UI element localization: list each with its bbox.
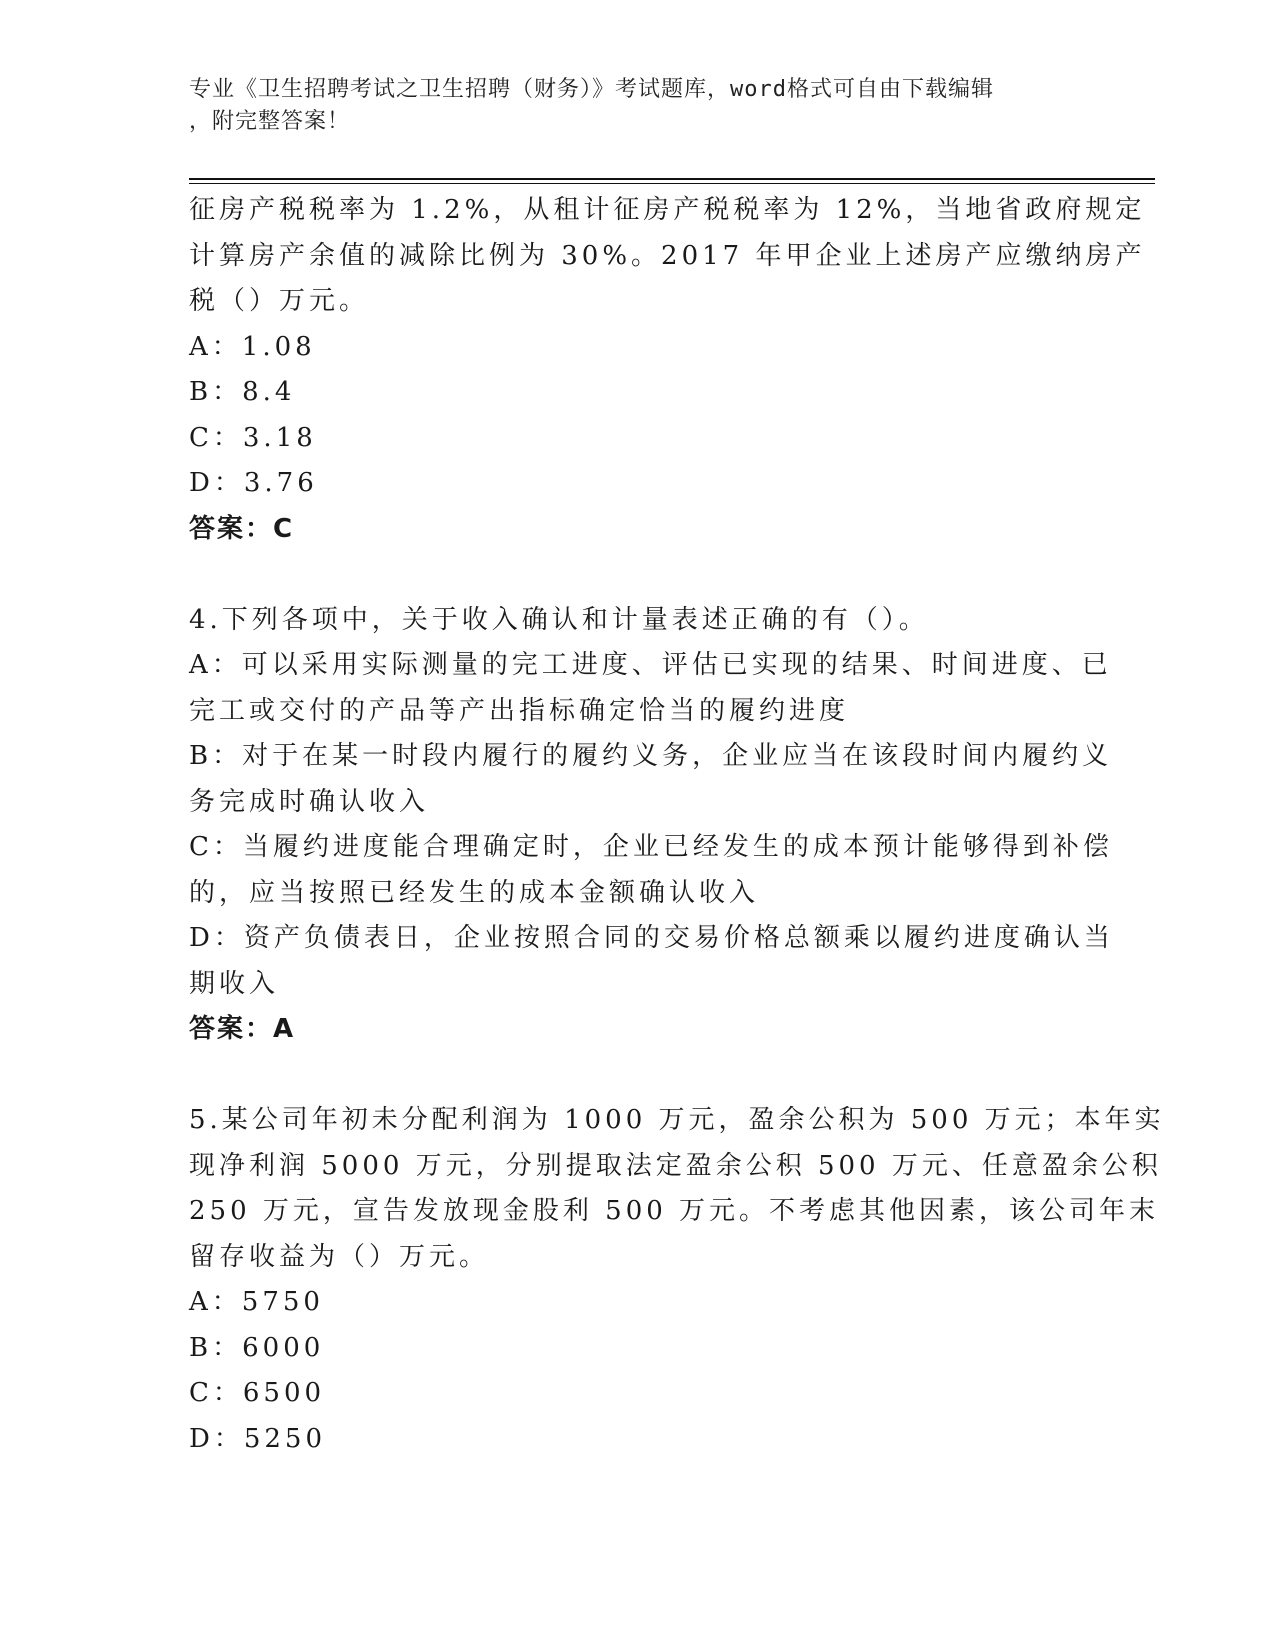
question-3 [189,188,1146,552]
question-4-answer: 答案：A [189,1014,296,1044]
question-3-option-d: D：3.76 [189,468,318,498]
question-5-stem-line-2: 现净利润 5000 万元，分别提取法定盈余公积 500 万元、任意盈余公积 [189,1150,1162,1181]
question-3-stem-line-2: 计算房产余值的减除比例为 30%。2017 年甲企业上述房产应缴纳房产 [189,240,1146,271]
question-4-option-b-line-2: 务完成时确认收入 [189,786,430,817]
question-5-option-c: C：6500 [189,1378,326,1408]
question-3-option-a: A：1.08 [189,331,316,362]
question-5-stem-line-4: 留存收益为（）万元。 [189,1241,490,1272]
header-divider-thick [189,178,1155,180]
question-4-option-d-line-2: 期收入 [189,968,280,999]
question-3-answer: 答案：C [189,513,295,544]
question-4-stem: 4.下列各项中，关于收入确认和计量表述正确的有（）。 [189,604,929,635]
header-title-line-2: ，附完整答案！ [189,109,351,134]
question-5-stem-line-1: 5.某公司年初未分配利润为 1000 万元，盈余公积为 500 万元；本年实 [189,1105,1165,1135]
question-3-option-c: C：3.18 [189,422,317,453]
spacer [189,552,1089,598]
question-5-stem-line-3: 250 万元，宣告发放现金股利 500 万元。不考虑其他因素，该公司年末 [189,1196,1160,1226]
question-4-option-b-line-1: B：对于在某一时段内履行的履约义务，企业应当在该段时间内履约义 [189,741,1113,771]
question-5-option-d: D：5250 [189,1423,327,1454]
question-4-option-c-line-2: 的，应当按照已经发生的成本金额确认收入 [189,877,760,908]
question-content [189,188,1165,1462]
question-3-stem-line-1: 征房产税税率为 1.2%，从租计征房产税税率为 12%，当地省政府规定 [189,195,1146,225]
question-5 [189,1098,1165,1462]
document-header [189,74,1069,138]
header-title-line-1: 专业《卫生招聘考试之卫生招聘（财务）》考试题库，word格式可自由下载编辑 [189,77,994,102]
spacer [189,1053,1089,1099]
question-5-option-a: A：5750 [189,1287,324,1317]
question-3-stem-line-3: 税（）万元。 [189,286,370,316]
question-4-option-d-line-1: D：资产负债表日，企业按照合同的交易价格总额乘以履约进度确认当 [189,923,1114,953]
question-4-option-a-line-1: A：可以采用实际测量的完工进度、评估已实现的结果、时间进度、已 [189,650,1112,680]
header-divider-thin [189,183,1155,184]
question-4 [189,598,1114,1053]
question-5-option-b: B：6000 [189,1332,325,1363]
question-3-option-b: B：8.4 [189,377,296,407]
question-4-option-c-line-1: C：当履约进度能合理确定时，企业已经发生的成本预计能够得到补偿 [189,832,1113,862]
question-4-option-a-line-2: 完工或交付的产品等产出指标确定恰当的履约进度 [189,695,850,726]
